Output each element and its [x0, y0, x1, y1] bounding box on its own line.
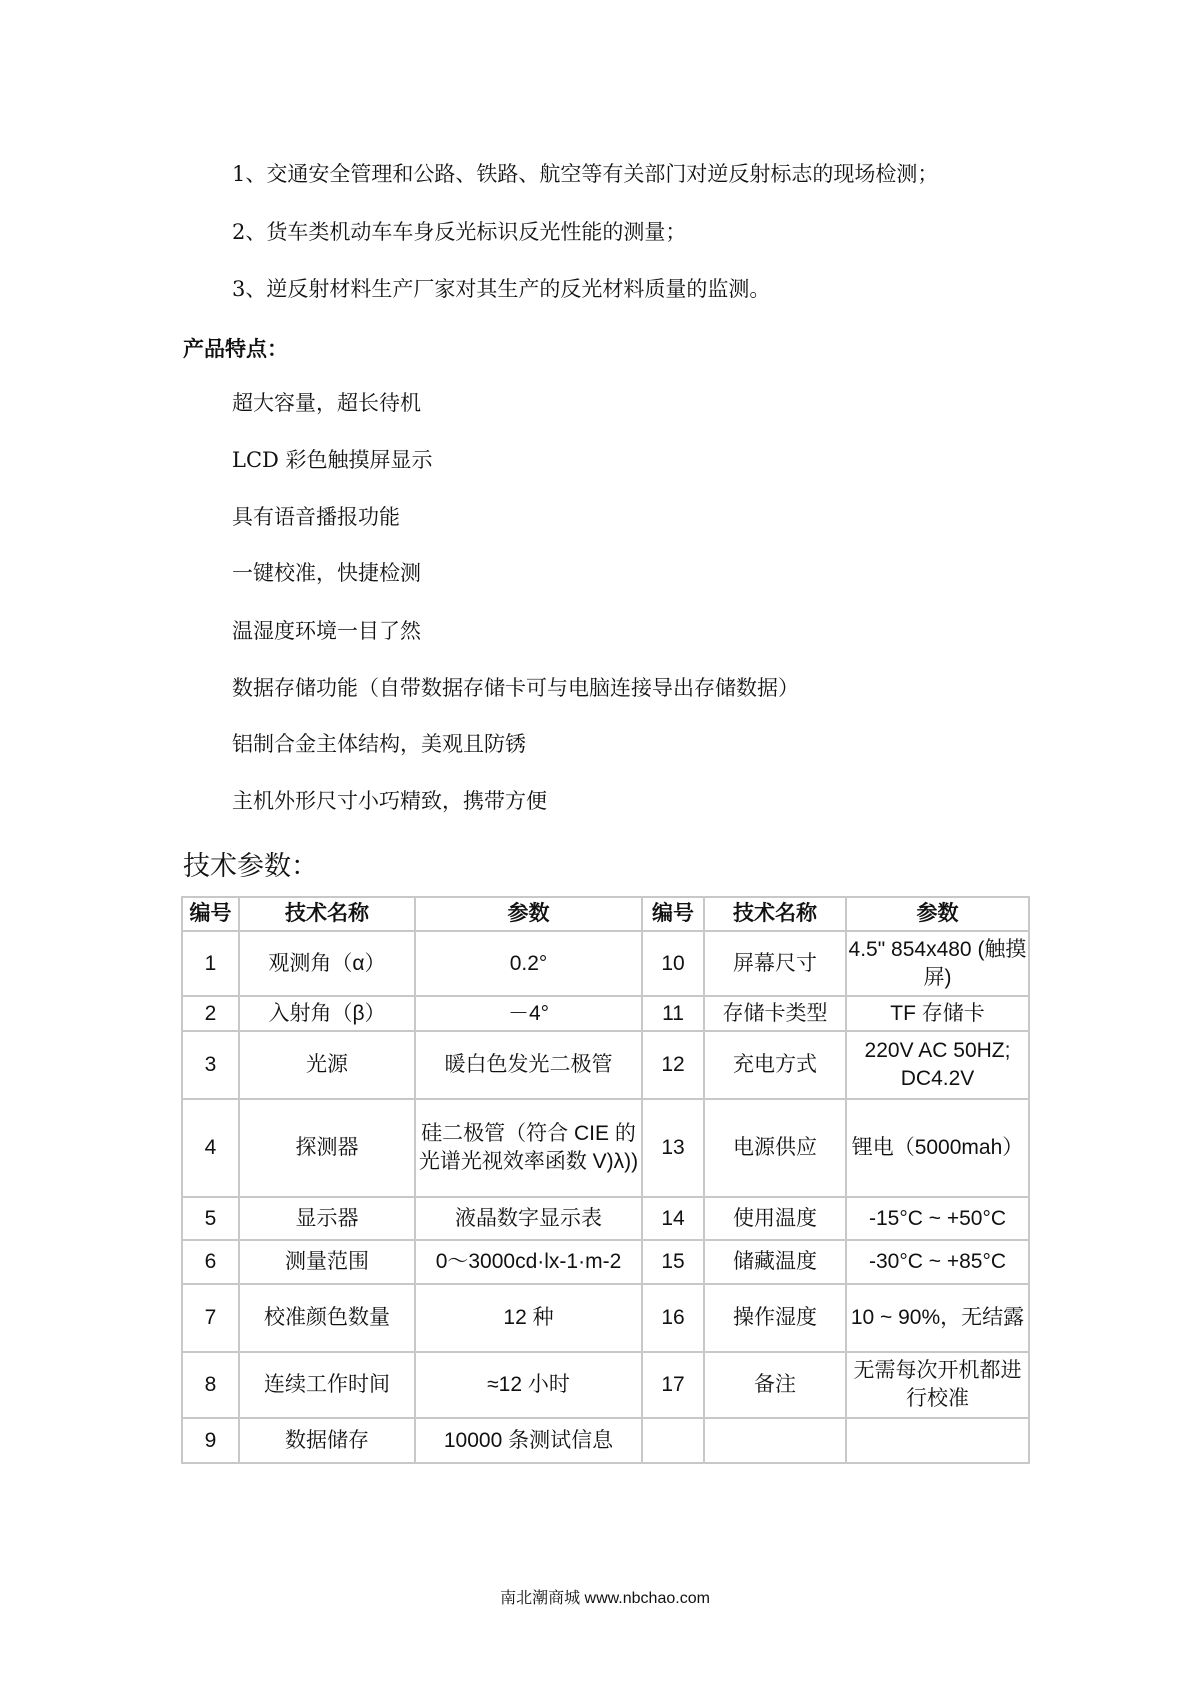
specs-table [181, 896, 1030, 1464]
header-cell: 编号 [642, 897, 704, 931]
table-cell: 观测角（α） [239, 931, 415, 996]
table-cell: -15°C ~ +50°C [846, 1197, 1029, 1240]
table-cell [704, 1418, 846, 1463]
header-cell: 参数 [846, 897, 1029, 931]
table-cell: 4 [182, 1099, 239, 1197]
table-cell: 校准颜色数量 [239, 1284, 415, 1352]
table-row [182, 1352, 1029, 1418]
feature-item: LCD 彩色触摸屏显示 [232, 448, 433, 472]
feature-item: 一键校准，快捷检测 [232, 561, 421, 585]
table-cell: 硅二极管（符合 CIE 的光谱光视效率函数 V)λ)) [415, 1099, 642, 1197]
table-cell: 0.2° [415, 931, 642, 996]
table-cell: 6 [182, 1240, 239, 1284]
table-cell: 探测器 [239, 1099, 415, 1197]
header-cell: 编号 [182, 897, 239, 931]
application-item: 2、货车类机动车车身反光标识反光性能的测量； [232, 220, 687, 244]
feature-item: 铝制合金主体结构，美观且防锈 [232, 732, 526, 756]
table-cell: 10 ~ 90%，无结露 [846, 1284, 1029, 1352]
table-cell: 入射角（β） [239, 996, 415, 1031]
table-cell: 液晶数字显示表 [415, 1197, 642, 1240]
table-cell: 5 [182, 1197, 239, 1240]
table-cell: 14 [642, 1197, 704, 1240]
table-cell: 16 [642, 1284, 704, 1352]
table-cell: 锂电（5000mah） [846, 1099, 1029, 1197]
table-row [182, 1418, 1029, 1463]
feature-item: 具有语音播报功能 [232, 505, 400, 529]
table-cell: 使用温度 [704, 1197, 846, 1240]
application-item: 3、逆反射材料生产厂家对其生产的反光材料质量的监测。 [232, 277, 771, 301]
table-cell: 220V AC 50HZ; DC4.2V [846, 1031, 1029, 1099]
table-row [182, 931, 1029, 996]
table-row [182, 1284, 1029, 1352]
table-cell: 10 [642, 931, 704, 996]
table-cell: ≈12 小时 [415, 1352, 642, 1418]
table-cell: -30°C ~ +85°C [846, 1240, 1029, 1284]
table-cell: 备注 [704, 1352, 846, 1418]
features-heading: 产品特点： [183, 337, 288, 361]
table-cell: 0～3000cd·lx-1·m-2 [415, 1240, 642, 1284]
table-cell: 屏幕尺寸 [704, 931, 846, 996]
table-cell: 13 [642, 1099, 704, 1197]
table-cell: 9 [182, 1418, 239, 1463]
table-cell [846, 1418, 1029, 1463]
feature-item: 主机外形尺寸小巧精致，携带方便 [232, 789, 547, 813]
table-cell: 无需每次开机都进行校准 [846, 1352, 1029, 1418]
table-cell: 连续工作时间 [239, 1352, 415, 1418]
header-cell: 参数 [415, 897, 642, 931]
table-cell: 12 [642, 1031, 704, 1099]
table-cell: 1 [182, 931, 239, 996]
table-cell: 12 种 [415, 1284, 642, 1352]
specs-heading: 技术参数： [183, 851, 318, 882]
table-row [182, 1099, 1029, 1197]
table-cell: 存储卡类型 [704, 996, 846, 1031]
table-cell: 17 [642, 1352, 704, 1418]
table-row [182, 996, 1029, 1031]
table-cell: 15 [642, 1240, 704, 1284]
table-cell: 10000 条测试信息 [415, 1418, 642, 1463]
feature-item: 温湿度环境一目了然 [232, 619, 421, 643]
table-cell: 数据储存 [239, 1418, 415, 1463]
feature-item: 超大容量，超长待机 [232, 391, 421, 415]
table-cell: 2 [182, 996, 239, 1031]
table-header-row [182, 897, 1029, 931]
table-cell: 4.5" 854x480 (触摸屏) [846, 931, 1029, 996]
table-row [182, 1197, 1029, 1240]
table-cell: 操作湿度 [704, 1284, 846, 1352]
table-cell: －4° [415, 996, 642, 1031]
table-cell: TF 存储卡 [846, 996, 1029, 1031]
table-cell: 测量范围 [239, 1240, 415, 1284]
feature-item: 数据存储功能（自带数据存储卡可与电脑连接导出存储数据） [232, 676, 799, 700]
table-cell: 显示器 [239, 1197, 415, 1240]
table-cell: 暖白色发光二极管 [415, 1031, 642, 1099]
table-row [182, 1031, 1029, 1099]
table-cell: 11 [642, 996, 704, 1031]
header-cell: 技术名称 [704, 897, 846, 931]
footer: 南北潮商城 www.nbchao.com [500, 1590, 710, 1607]
table-cell: 3 [182, 1031, 239, 1099]
table-cell: 7 [182, 1284, 239, 1352]
application-item: 1、交通安全管理和公路、铁路、航空等有关部门对逆反射标志的现场检测； [232, 162, 939, 186]
table-cell: 储藏温度 [704, 1240, 846, 1284]
header-cell: 技术名称 [239, 897, 415, 931]
table-cell: 光源 [239, 1031, 415, 1099]
table-cell: 充电方式 [704, 1031, 846, 1099]
table-cell: 8 [182, 1352, 239, 1418]
table-cell [642, 1418, 704, 1463]
table-cell: 电源供应 [704, 1099, 846, 1197]
table-row [182, 1240, 1029, 1284]
